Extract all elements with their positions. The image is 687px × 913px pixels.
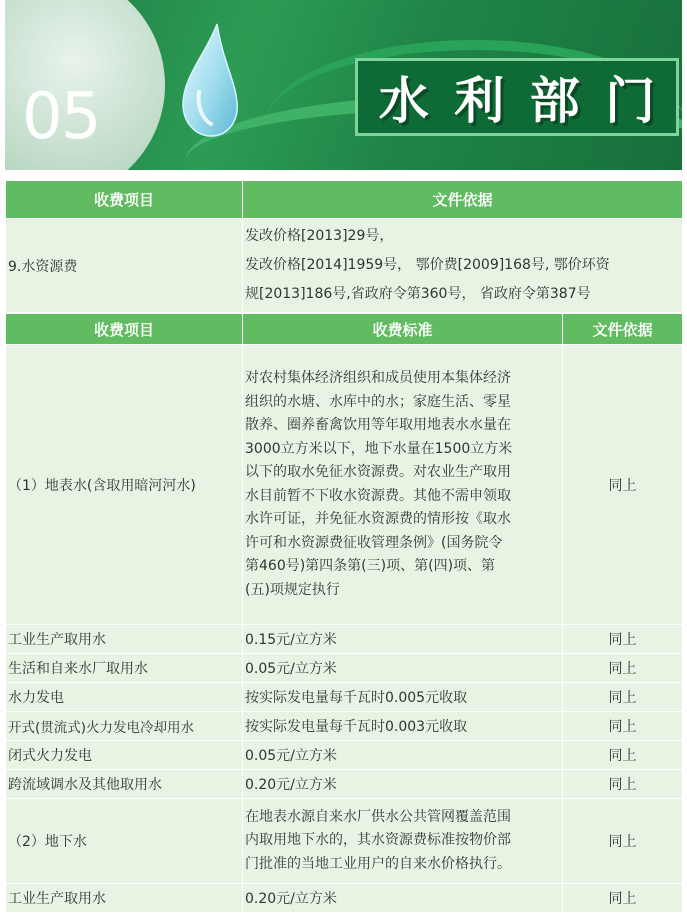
table-row — [6, 770, 683, 799]
fee-basis-cell: 同上 — [563, 799, 683, 884]
fee-standard-cell: 按实际发电量每千瓦时0.003元收取 — [243, 712, 563, 741]
table-row — [6, 625, 683, 654]
standard-line: 第460号)第四条第(三)项、第(四)项、第 — [245, 558, 496, 574]
standard-line: 散养、圈养畜禽饮用等年取用地表水水量在 — [245, 417, 511, 433]
fee-item-cell: 工业生产取用水 — [6, 625, 243, 654]
standard-line: 在地表水源自来水厂供水公共管网覆盖范围 — [245, 808, 511, 825]
table-row — [6, 683, 683, 712]
section-number: 05 — [22, 80, 100, 154]
column-header-standard: 收费标准 — [243, 314, 563, 345]
basis-line: 发改价格[2013]29号， — [245, 228, 394, 244]
banner-title-char: 水 — [378, 72, 429, 130]
fee-standard-cell: 0.05元/立方米 — [243, 741, 563, 770]
banner-title — [358, 61, 676, 133]
standard-line: 3000立方米以下，地下水量在1500立方米 — [245, 440, 513, 457]
fee-item-cell: 生活和自来水厂取用水 — [6, 654, 243, 683]
fee-standard-cell: 按实际发电量每千瓦时0.005元收取 — [243, 683, 563, 712]
fee-item-cell: 跨流域调水及其他取用水 — [6, 770, 243, 799]
fee-basis-cell: 同上 — [563, 683, 683, 712]
fee-basis-cell: 同上 — [563, 884, 683, 913]
column-header-item: 收费项目 — [6, 181, 243, 219]
water-drop-icon — [177, 22, 243, 138]
table-row — [6, 654, 683, 683]
banner-title-char: 部 — [529, 72, 580, 130]
fee-standard-cell: 0.20元/立方米 — [243, 884, 563, 913]
banner-title-char: 门 — [605, 72, 656, 130]
fee-item-cell: 闭式火力发电 — [6, 741, 243, 770]
banner-title-box — [355, 58, 679, 136]
fee-item-cell: （1）地表水(含取用暗河河水) — [6, 345, 243, 625]
table-row — [6, 741, 683, 770]
basis-line: 发改价格[2014]1959号， 鄂价费[2009]168号, 鄂价环资 — [245, 257, 610, 273]
fee-basis-cell: 同上 — [563, 712, 683, 741]
table-row — [6, 884, 683, 913]
fee-standard-cell: 0.15元/立方米 — [243, 625, 563, 654]
standard-line: 内取用地下水的，其水资源费标准按物价部 — [245, 832, 511, 849]
fee-standard-cell — [243, 799, 563, 884]
standard-line: 水许可证，并免征水资源费的情形按《取水 — [245, 511, 511, 527]
fee-basis-cell: 同上 — [563, 770, 683, 799]
table-row — [6, 345, 683, 625]
table-row — [6, 712, 683, 741]
standard-line: 许可和水资源费征收管理条例》(国务院令 — [245, 534, 503, 551]
standard-line: 组织的水塘、水库中的水；家庭生活、零星 — [245, 393, 511, 410]
banner-title-char: 利 — [454, 72, 505, 130]
standard-line: (五)项规定执行 — [245, 581, 340, 598]
fee-item-cell: 水力发电 — [6, 683, 243, 712]
fee-basis-table — [5, 180, 683, 313]
fee-basis-cell: 同上 — [563, 741, 683, 770]
fee-standard-cell: 0.05元/立方米 — [243, 654, 563, 683]
basis-line: 规[2013]186号,省政府令第360号， 省政府令第387号 — [245, 286, 591, 302]
standard-line: 对农村集体经济组织和成员使用本集体经济 — [245, 370, 511, 386]
fee-standard-cell — [243, 345, 563, 625]
standard-line: 门批准的当地工业用户的自来水价格执行。 — [245, 855, 511, 872]
fee-standard-cell: 0.20元/立方米 — [243, 770, 563, 799]
column-header-basis: 文件依据 — [563, 314, 683, 345]
fee-standard-table — [5, 313, 683, 913]
standard-line: 水目前暂不下收水资源费。其他不需申领取 — [245, 487, 511, 504]
fee-basis-cell — [243, 219, 683, 313]
column-header-item: 收费项目 — [6, 314, 243, 345]
fee-basis-cell: 同上 — [563, 625, 683, 654]
standard-line: 以下的取水免征水资源费。对农业生产取用 — [245, 464, 511, 480]
header-banner — [5, 0, 682, 170]
table-row — [6, 799, 683, 884]
column-header-basis: 文件依据 — [243, 181, 683, 219]
fee-item-cell: 9.水资源费 — [6, 219, 243, 313]
fee-item-cell: （2）地下水 — [6, 799, 243, 884]
fee-basis-cell: 同上 — [563, 654, 683, 683]
fee-item-cell: 工业生产取用水 — [6, 884, 243, 913]
fee-item-cell: 开式(贯流式)火力发电冷却用水 — [6, 712, 243, 741]
fee-basis-cell: 同上 — [563, 345, 683, 625]
